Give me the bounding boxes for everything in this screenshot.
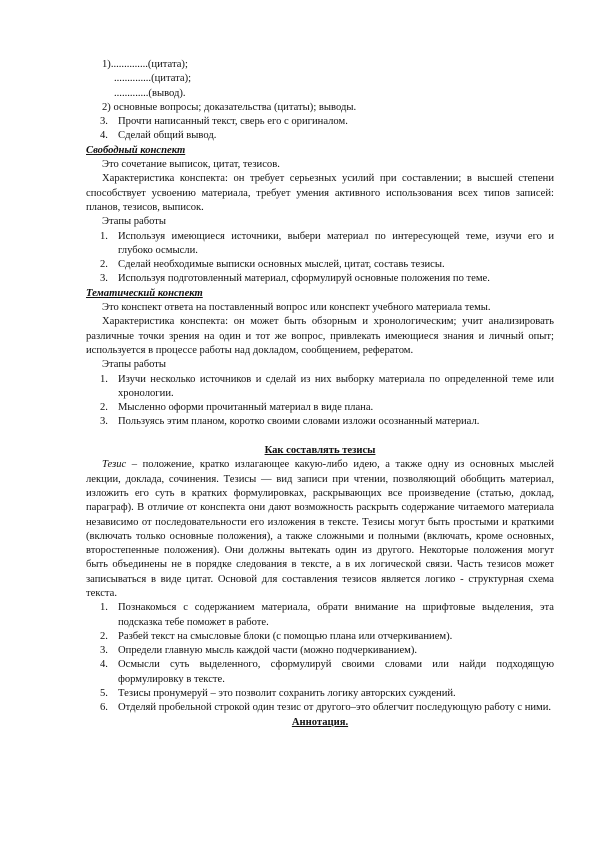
list-item: 2. Мысленно оформи прочитанный материал в виде плана. [100, 402, 374, 414]
thematic-stages-list [86, 373, 554, 430]
section-heading-thematic: Тематический конспект [86, 287, 203, 299]
list-item: 3. Прочти написанный текст, сверь его с оригиналом. [100, 116, 348, 128]
spacer [86, 430, 554, 444]
list-item: 3. Используя подготовленный материал, сформулируй основные положения по теме. [100, 273, 490, 285]
paragraph: Характеристика конспекта: он может быть обзорным и хронологическим; учит анализировать различные точки зрения на один и тот же вопрос, привлекать имеющиеся знания и личный опыт; используется в процессе работы над докладом, сообщением, рефератом. [86, 316, 554, 356]
list-item: 4. Сделай общий вывод. [100, 130, 217, 142]
list-item: 3. Пользуясь этим планом, коротко своими словами изложи осознанный материал. [100, 416, 480, 428]
list-item: 1. Изучи несколько источников и сделай из них выборку материала по определенной теме или хронологии. [100, 373, 554, 399]
list-item: 5. Тезисы пронумеруй – это позволит сохранить логику авторских суждений. [100, 688, 456, 700]
section-title-annotation: Аннотация. [291, 716, 349, 728]
document-page [86, 58, 554, 730]
stages-label: Этапы работы [102, 359, 167, 371]
plan-line-2: ..............(цитата); [114, 73, 192, 85]
list-item: 3. Определи главную мысль каждой части (можно подчеркиванием). [100, 645, 418, 657]
list-item: 1. Познакомься с содержанием материала, обрати внимание на шрифтовые выделения, эта подсказка тебе поможет в работе. [100, 602, 554, 628]
section-heading-free: Свободный конспект [86, 144, 186, 156]
list-item: 2. Разбей текст на смысловые блоки (с помощью плана или отчеркиванием). [100, 630, 453, 642]
list-item: 1. Используя имеющиеся источники, выбери материал по интересующей теме, изучи его и глубоко осмысли. [100, 230, 554, 256]
paragraph: Это конспект ответа на поставленный вопрос или конспект учебного материала темы. [102, 302, 491, 314]
section-title-theses: Как составлять тезисы [264, 445, 376, 457]
list-item: 4. Осмысли суть выделенного, сформулируй своими словами или найди подходящую формулировку в тексте. [100, 659, 554, 685]
list-item: 6. Отделяй пробельной строкой один тезис от другого–это облегчит последующую работу с ними. [100, 702, 552, 714]
plan-line-3: .............(вывод). [114, 87, 186, 99]
paragraph: Тезис – положение, кратко излагающее какую-либо идею, а также одну из основных мыслей лекции, доклада, сочинения. Тезисы — вид записи при чтении, позволяющий обобщить материал, изложить его суть в кратких формулировках, раскрывающих все произведение (статью, доклад, параграф). В отличие от конспекта они дают возможность раскрыть содержание читаемого материала независимо от последовательности его изложения в тексте. Тезисы могут быть простыми и краткими (включать только основные положения), а также сложными и полными (включать, кроме основных, второстепенные положения). Они должны вытекать один из другого. Некоторые положения могут быть объединены не в порядке следования в тексте, а в их логической связи. Часть тезисов может записываться в виде цитат. Основой для составления тезисов является логико - структурная схема текста. [86, 459, 554, 599]
plan-line-1: 1)..............(цитата); [102, 59, 188, 70]
list-item: 2. Сделай необходимые выписки основных мыслей, цитат, составь тезисы. [100, 259, 445, 271]
paragraph: Характеристика конспекта: он требует серьезных усилий при составлении; в высшей степени способствует усвоению материала, требует умения активного использования всех типов записей: планов, тезисов, выписок. [86, 173, 554, 213]
paragraph: Это сочетание выписок, цитат, тезисов. [102, 159, 280, 171]
term: Тезис [102, 459, 127, 471]
stages-label: Этапы работы [102, 216, 167, 228]
theses-steps-list [86, 601, 554, 715]
plan-line-4: 2) основные вопросы; доказательства (цитаты); выводы. [102, 101, 357, 113]
top-list [86, 115, 554, 144]
free-stages-list [86, 230, 554, 287]
